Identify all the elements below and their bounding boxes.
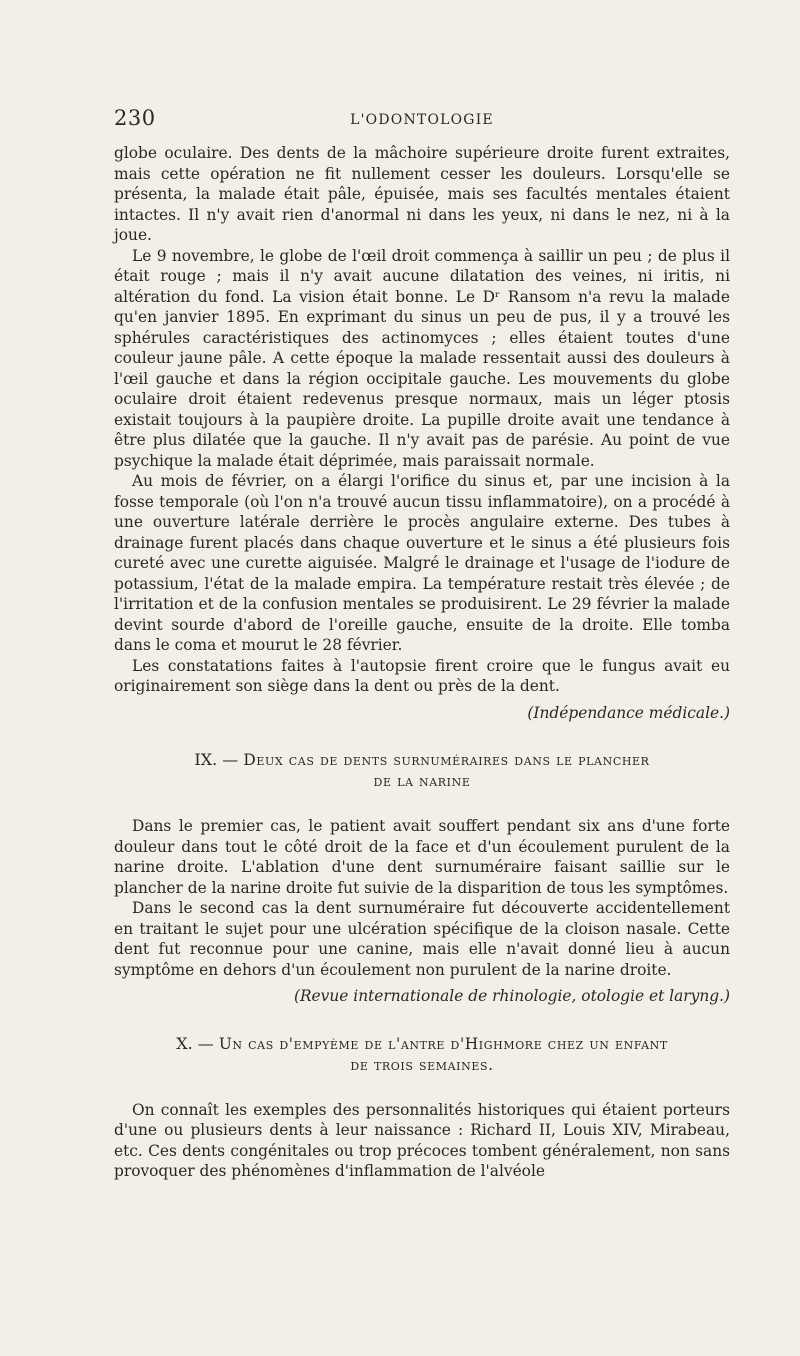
source-citation: (Revue internationale de rhinologie, otologie et laryng.) bbox=[293, 987, 730, 1005]
paragraph: Les constatations faites à l'autopsie firent croire que le fungus avait eu originairement son siège dans la dent ou près de la dent. bbox=[114, 656, 730, 695]
running-title: L'ODONTOLOGIE bbox=[350, 112, 494, 128]
section-title-line: de la narine bbox=[373, 772, 471, 790]
section-title-line: Un cas d'empyème de l'antre d'Highmore chez un enfant bbox=[218, 1034, 668, 1053]
paragraph: globe oculaire. Des dents de la mâchoire supérieure droite furent extraites, mais cette opération ne fit nullement cesser les douleurs. Lorsqu'elle se présenta, la malade était pâle, épuisée, mais ses facultés mentales étaient intactes. Il n'y avait rien d'anormal ni dans les yeux, ni dans le nez, ni à la joue. bbox=[114, 144, 730, 244]
paragraph: Le 9 novembre, le globe de l'œil droit commença à saillir un peu ; de plus il était rouge ; mais il n'y avait aucune dilatation des veines, ni iritis, ni altération du fond. La vision était bonne. Le Dʳ Ransom n'a revu la malade qu'en janvier 1895. En exprimant du sinus un peu de pus, il y a trouvé les sphérules caractéristiques des actinomyces ; elles étaient toutes d'une couleur jaune pâle. A cette époque la malade ressentait aussi des douleurs à l'œil gauche et dans la région occipitale gauche. Les mouvements du globe oculaire droit étaient redevenus presque normaux, mais un léger ptosis existait toujours à la paupière droite. La pupille droite avait une tendance à être plus dilatée que la gauche. Il n'y avait pas de parésie. Au point de vue psychique la malade était déprimée, mais paraissait normale. bbox=[114, 246, 730, 470]
paragraph: Au mois de février, on a élargi l'orifice du sinus et, par une incision à la fosse temporale (où l'on n'a trouvé aucun tissu inflammatoire), on a procédé à une ouverture latérale derrière le procès angulaire externe. Des tubes à drainage furent placés dans chaque ouverture et le sinus a été plusieurs fois cureté avec une curette aiguisée. Malgré le drainage et l'usage de l'iodure de potassium, l'état de la malade empira. La température restait très élevée ; de l'irritation et de la confusion mentales se produisirent. Le 29 février la malade devint sourde d'abord de l'oreille gauche, ensuite de la droite. Elle tomba dans le coma et mourut le 28 février. bbox=[114, 472, 730, 654]
paragraph: On connaît les exemples des personnalités historiques qui étaient porteurs d'une ou plusieurs dents à leur naissance : Richard II, Louis XIV, Mirabeau, etc. Ces dents congénitales ou trop précoces tombent généralement, non sans provoquer des phénomènes d'inflammation de l'alvéole bbox=[114, 1100, 730, 1180]
page-header bbox=[114, 106, 730, 134]
section-title-line: de trois semaines. bbox=[350, 1055, 494, 1074]
section-heading-ix bbox=[114, 749, 730, 792]
paragraph: Dans le second cas la dent surnuméraire fut découverte accidentellement en traitant le sujet pour une ulcération spécifique de la cloison nasale. Cette dent fut reconnue pour une canine, mais elle n'avait donné lieu à aucun symptôme en dehors d'un écoulement non purulent de la narine droite. bbox=[114, 899, 730, 979]
source-citation: (Indépendance médicale.) bbox=[527, 703, 730, 722]
paragraph: Dans le premier cas, le patient avait souffert pendant six ans d'une forte douleur dans tout le côté droit de la face et d'un écoulement purulent de la narine droite. L'ablation d'une dent surnuméraire faisant saillie sur le plancher de la narine droite fut suivie de la disparition de tous les symptômes. bbox=[114, 817, 730, 897]
section-title-line: Deux cas de dents surnuméraires dans le plancher bbox=[243, 751, 650, 769]
section-number: X. — bbox=[176, 1033, 219, 1053]
page-body bbox=[114, 143, 730, 1182]
section-heading-x bbox=[114, 1033, 730, 1076]
page-number: 230 bbox=[114, 106, 156, 130]
section-number: IX. — bbox=[194, 750, 244, 769]
